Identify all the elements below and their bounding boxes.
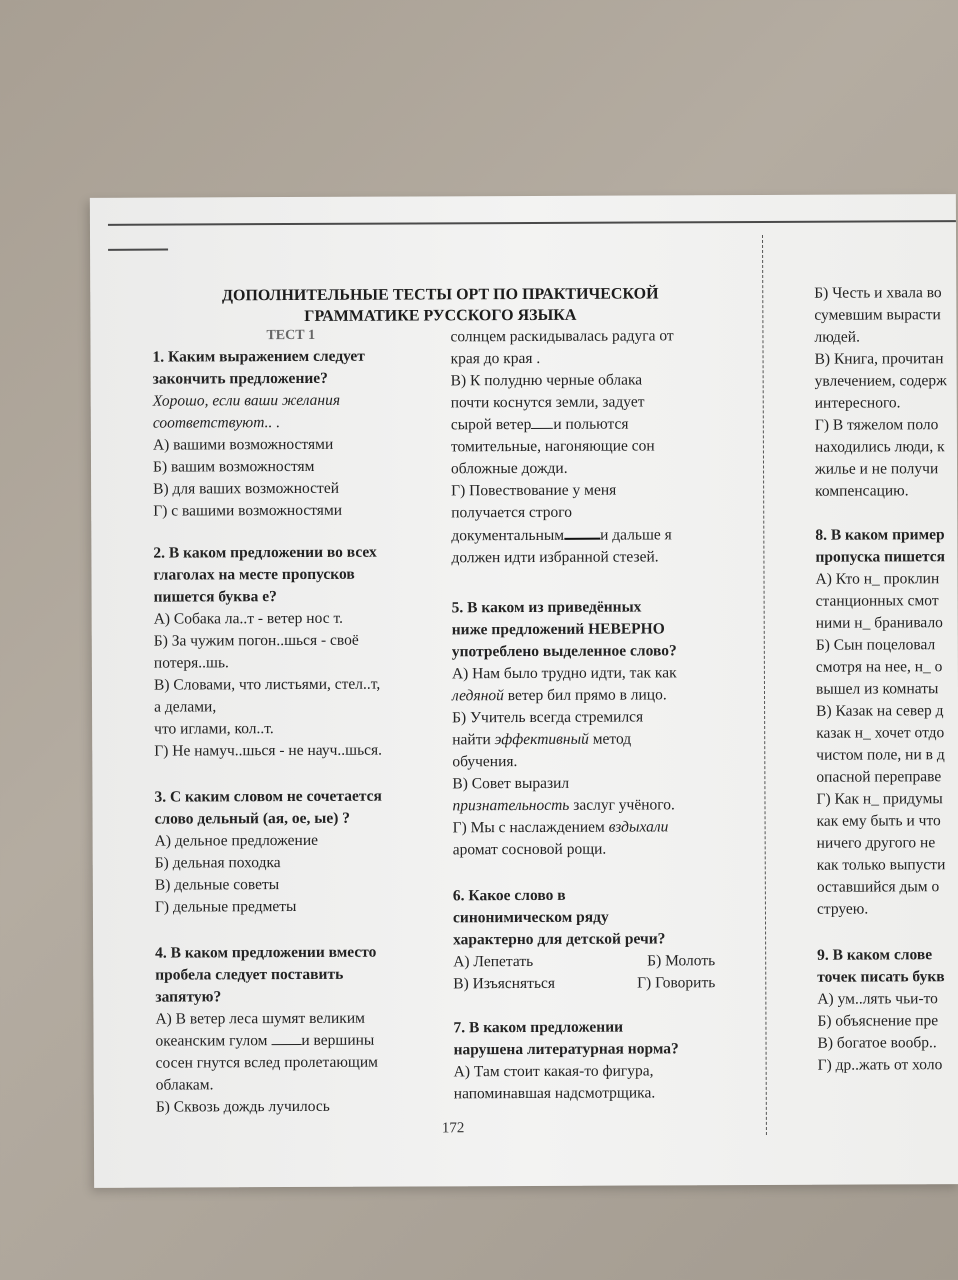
- q5-option-c: В) Совет выразил: [452, 774, 570, 793]
- question-8-head: [815, 524, 958, 569]
- q3-option-b: Б) дельная походка: [154, 854, 281, 872]
- q5-text: метод: [588, 730, 632, 748]
- q7-option-a: А) Там стоит какая-то фигура,: [453, 1062, 654, 1081]
- title-line-2: ГРАММАТИКЕ РУССКОГО ЯЗЫКА: [304, 306, 577, 325]
- q7-option-d-cont: находились люди, к: [814, 438, 945, 456]
- column-2: [450, 325, 743, 1105]
- q4-text: и вершины: [301, 1031, 375, 1049]
- question-8: [815, 524, 958, 921]
- q7-option-c-cont: интересного.: [814, 394, 901, 412]
- q2-option-d: Г) Не намуч..шься - не науч..шься.: [154, 741, 383, 760]
- q8-option-c-cont: чистом поле, ни в д: [816, 746, 945, 764]
- q4-option-b-cont: солнцем раскидывалась радуга от: [450, 327, 674, 346]
- q1-option-a: А) вашими возможностями: [152, 435, 334, 454]
- q4-head-line: запятую?: [155, 988, 222, 1006]
- q8-option-c-cont: казак н_ хочет отдо: [816, 724, 945, 742]
- q6-head-line: характерно для детской речи?: [453, 930, 666, 949]
- q5-text: найти: [452, 731, 495, 749]
- header-rule-short: [108, 249, 168, 251]
- q6-option-b: Б) Молоть: [647, 952, 716, 970]
- q8-head-line: пропуска пишется: [815, 548, 946, 566]
- q4-head-line: пробела следует поставить: [155, 965, 344, 984]
- q5-option-b-cont: обучения.: [452, 753, 518, 771]
- q6-head-line: 6. Какое слово в: [452, 886, 566, 905]
- q8-option-b-cont: смотря на нее, н_ о: [815, 658, 943, 676]
- q6-option-d: Г) Говорить: [637, 974, 716, 992]
- q4-head-line: 4. В каком предложении вместо: [155, 943, 377, 962]
- q8-option-d-cont: как ему быть и что: [816, 812, 941, 830]
- q7-head-line: 7. В каком предложении: [453, 1018, 624, 1037]
- q4-text: и дальше я: [600, 526, 672, 544]
- q4-option-c-cont: томительные, нагоняющие сон: [450, 437, 655, 456]
- q5-option-a-cont: [452, 684, 742, 707]
- question-5-head: [452, 596, 742, 663]
- q5-highlight-word: вздыхали: [608, 818, 669, 836]
- q1-option-b: Б) вашим возможностям: [152, 457, 315, 476]
- q3-option-c: В) дельные советы: [154, 876, 280, 894]
- q6-options-row: [453, 950, 715, 973]
- question-1: [152, 345, 453, 522]
- q8-option-c-cont: опасной переправе: [816, 768, 942, 786]
- q8-head-line: 8. В каком пример: [815, 526, 945, 544]
- question-9: [817, 944, 958, 1077]
- q5-head-line: 5. В каком из приведённых: [451, 598, 642, 617]
- q5-option-d: [453, 816, 743, 839]
- question-6-head: [453, 884, 743, 951]
- q8-option-d-cont: как только выпусти: [816, 856, 946, 874]
- answer-blank: [564, 524, 600, 540]
- question-3-head: [154, 785, 454, 830]
- q4-option-c-cont: почти коснутся земли, задует: [450, 393, 645, 412]
- q8-option-c: В) Казак на север д: [816, 702, 944, 720]
- q8-option-d-cont: струею.: [816, 900, 869, 918]
- question-2-head: [153, 541, 453, 608]
- q9-option-b: Б) объяснение пре: [817, 1012, 939, 1030]
- q8-option-d-cont: ничего другого не: [816, 834, 936, 852]
- column-1: [152, 345, 455, 1118]
- q7-option-c: В) Книга, прочитан: [814, 350, 944, 368]
- q8-option-a: А) Кто н_ проклин: [815, 570, 940, 588]
- q5-highlight-word: признательность: [452, 796, 570, 815]
- q4-option-d-cont: должен идти избранной стезей.: [451, 548, 659, 567]
- q8-option-a-cont: станционных смот: [815, 592, 939, 610]
- q4-option-a: А) В ветер леса шумят великим: [155, 1009, 365, 1028]
- question-9-head: [817, 944, 958, 989]
- q7-option-c-cont: увлечением, содерж: [814, 372, 947, 390]
- q6-head-line: синонимическом ряду: [452, 908, 609, 927]
- question-1-head: [152, 345, 452, 390]
- q4-option-c-cont: обложные дожди.: [450, 459, 568, 478]
- paper-page: [90, 194, 958, 1188]
- q4-option-a-cont: облакам.: [155, 1076, 214, 1094]
- q4-text: и польются: [553, 415, 629, 433]
- q2-option-c-cont: а делами,: [154, 698, 217, 716]
- q8-option-d-cont: оставшийся дым о: [816, 878, 940, 896]
- q5-option-d-cont: аромат сосновой рощи.: [452, 840, 607, 859]
- column-3: [814, 282, 958, 1077]
- q8-option-b-cont: вышел из комнаты: [815, 680, 939, 698]
- q7-option-b-cont: людей.: [814, 328, 860, 346]
- q3-head-line: 3. С каким словом не сочетается: [154, 787, 382, 806]
- q7-option-d-cont: компенсацию.: [815, 482, 909, 500]
- question-6: [453, 884, 743, 995]
- q5-highlight-word: эффективный: [494, 730, 589, 749]
- q1-head-line: 1. Каким выражением следует: [152, 347, 365, 366]
- q8-option-a-cont: ними н_ бранивало: [815, 614, 943, 632]
- header-rule: [108, 220, 956, 226]
- question-7: [453, 1016, 743, 1105]
- q7-head-line: нарушена литературная норма?: [453, 1040, 679, 1059]
- q4-option-d-cont: [451, 523, 741, 547]
- q5-head-line: употреблено выделенное слово?: [451, 642, 677, 661]
- q5-highlight-word: ледяной: [451, 687, 504, 705]
- question-2: [153, 541, 454, 762]
- q4-option-a-cont: [155, 1029, 455, 1052]
- q5-option-b: Б) Учитель всегда стремился: [452, 708, 644, 727]
- q2-option-c-cont: что иглами, кол..т.: [154, 720, 274, 738]
- q9-head-line: 9. В каком слове: [817, 946, 933, 964]
- q5-head-line: ниже предложений НЕВЕРНО: [451, 620, 665, 639]
- title-line-1: ДОПОЛНИТЕЛЬНЫЕ ТЕСТЫ ОРТ ПО ПРАКТИЧЕСКОЙ: [221, 285, 659, 305]
- page-number: 172: [441, 1120, 465, 1137]
- q7-option-d: Г) В тяжелом поло: [814, 416, 939, 434]
- q5-option-c-cont: [452, 794, 742, 817]
- q6-options-row: [453, 972, 715, 995]
- q6-option-a: А) Лепетать: [453, 952, 534, 971]
- q8-option-d: Г) Как н_ придумы: [816, 790, 943, 808]
- q2-option-b: Б) За чужим погон..шься - своё: [153, 631, 359, 650]
- q7-option-b: Б) Честь и хвала во: [814, 284, 942, 302]
- q5-text: заслуг учёного.: [569, 796, 675, 814]
- q2-option-b-cont: потеря..шь.: [153, 654, 229, 672]
- test-label: ТЕСТ 1: [266, 327, 316, 344]
- q3-option-d: Г) дельные предметы: [154, 897, 297, 916]
- column-divider: [762, 235, 767, 1135]
- q4-option-b: Б) Сквозь дождь лучилось: [155, 1097, 330, 1116]
- q1-prompt-line: Хорошо, если ваши желания: [152, 391, 341, 410]
- q3-head-line: слово дельный (ая, ое, ые) ?: [154, 809, 351, 828]
- q5-option-b-cont: [452, 728, 742, 751]
- q2-head-line: 2. В каком предложении во всех: [153, 543, 377, 562]
- q4-text: океанским гулом: [155, 1032, 272, 1050]
- q2-option-c: В) Словами, что листьями, стел..т,: [153, 675, 381, 694]
- q4-option-a-cont: сосен гнутся вслед пролетающим: [155, 1053, 378, 1072]
- q9-option-c: В) богатое вообр..: [817, 1034, 937, 1052]
- q1-head-line: закончить предложение?: [152, 369, 328, 388]
- q5-text: Г) Мы с наслаждением: [452, 818, 609, 837]
- question-5: [452, 596, 743, 861]
- question-7-head: [453, 1016, 743, 1061]
- q4-option-c-cont: [451, 413, 741, 436]
- question-3: [154, 785, 455, 918]
- q7-option-a-cont: напоминавшая надсмотрщика.: [453, 1084, 656, 1103]
- q4-text: документальным: [451, 526, 565, 545]
- question-4-head: [155, 941, 455, 1008]
- q4-option-c: В) К полудню черные облака: [450, 371, 643, 390]
- q4-option-b-cont: края до края .: [450, 349, 541, 368]
- q4-option-d-cont: получается строго: [451, 503, 573, 522]
- answer-blank: [271, 1030, 301, 1045]
- answer-blank: [531, 414, 553, 429]
- q4-option-d: Г) Повествование у меня: [451, 481, 617, 500]
- q9-option-a: А) ум..лять чьи-то: [817, 990, 938, 1008]
- q1-option-d: Г) с вашими возможностями: [153, 501, 343, 520]
- q5-option-a: А) Нам было трудно идти, так как: [451, 664, 677, 683]
- page-title: [150, 283, 730, 328]
- q7-option-d-cont: жилье и не получи: [814, 460, 939, 478]
- q6-option-c: В) Изъясняться: [453, 974, 556, 993]
- q9-option-d: Г) др..жать от холо: [817, 1056, 943, 1074]
- q1-prompt-line: соответствуют.. .: [152, 414, 281, 432]
- q2-head-line: пишется буква е?: [153, 588, 277, 606]
- q8-option-b: Б) Сын поцеловал: [815, 636, 936, 654]
- q3-option-a: А) дельное предложение: [154, 831, 319, 850]
- q5-text: ветер бил прямо в лицо.: [503, 686, 667, 705]
- q9-head-line: точек писать букв: [817, 968, 945, 986]
- q4-text: сырой ветер: [450, 415, 532, 434]
- q7-option-b-cont: сумевшим вырасти: [814, 306, 941, 324]
- q1-option-c: В) для ваших возможностей: [153, 479, 340, 498]
- q2-option-a: А) Собака ла..т - ветер нос т.: [153, 609, 343, 628]
- question-4: [155, 941, 456, 1118]
- q2-head-line: глаголах на месте пропусков: [153, 565, 355, 584]
